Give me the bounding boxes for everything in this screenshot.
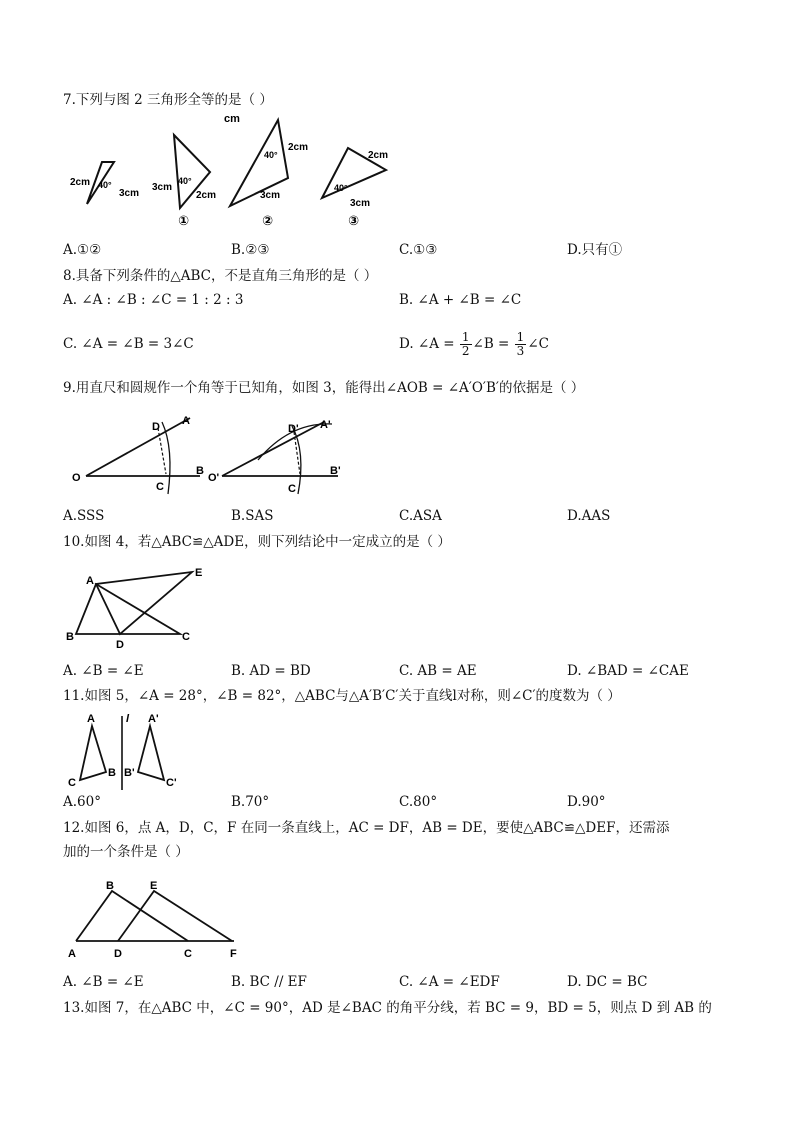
svg-text:②: ② (262, 213, 274, 228)
q8-stem: 8.具备下列条件的△ABC，不是直角三角形的是（ ） (63, 268, 378, 284)
svg-text:D': D' (288, 423, 299, 435)
svg-text:A: A (182, 415, 190, 427)
q12-figure (64, 875, 254, 965)
q7-cm-label: cm (224, 113, 240, 125)
svg-text:40°: 40° (98, 180, 112, 190)
svg-text:C: C (156, 481, 164, 493)
svg-text:2cm: 2cm (70, 177, 91, 188)
svg-text:③: ③ (348, 213, 360, 228)
svg-text:D: D (152, 421, 160, 433)
svg-text:B: B (106, 880, 114, 892)
q12-option-d[interactable]: D. DC = BC (567, 974, 648, 990)
svg-text:40°: 40° (334, 183, 348, 193)
svg-text:3cm: 3cm (260, 190, 281, 201)
svg-text:C: C (68, 777, 76, 789)
svg-text:C: C (288, 483, 296, 495)
q12-option-a[interactable]: A. ∠B = ∠E (63, 974, 144, 990)
q10-option-a[interactable]: A. ∠B = ∠E (63, 663, 144, 679)
q8-option-d[interactable]: D. ∠A = $\frac{1}{2}$ ∠B = $\frac{1}{3}$ ∠C (399, 330, 549, 358)
q7-option-a[interactable]: A.①② (63, 242, 102, 258)
q9-figure (70, 408, 370, 503)
svg-text:40°: 40° (264, 150, 278, 160)
q12-option-b[interactable]: B. BC // EF (231, 974, 307, 990)
q7-option-b[interactable]: B.②③ (231, 242, 270, 258)
q11-option-c[interactable]: C.80° (399, 794, 438, 810)
q10-figure (62, 560, 232, 650)
svg-text:3cm: 3cm (350, 198, 371, 209)
q8-frac-half: $\frac{1}{2}$ (461, 330, 470, 358)
q11-stem: 11.如图 5，∠A = 28°，∠B = 82°，△ABC与△A′B′C′关于直线l对称，则∠C′的度数为（ ） (63, 688, 621, 704)
svg-text:F: F (230, 948, 237, 960)
svg-text:A: A (87, 713, 95, 725)
q7-option-c[interactable]: C.①③ (399, 242, 438, 258)
q7-figure (60, 110, 420, 230)
svg-text:O': O' (208, 472, 220, 484)
q12-stem-line1: 12.如图 6，点 A，D，C，F 在同一条直线上，AC = DF，AB = DE，要使△ABC≌△DEF，还需添 (63, 820, 670, 836)
q12-stem-line2: 加的一个条件是（ ） (63, 844, 189, 860)
q8-option-b[interactable]: B. ∠A + ∠B = ∠C (399, 292, 522, 308)
svg-text:B: B (108, 767, 116, 779)
svg-text:40°: 40° (178, 176, 192, 186)
svg-text:E: E (195, 567, 203, 579)
svg-text:D: D (116, 639, 124, 651)
q7-stem: 7.下列与图 2 三角形全等的是（ ） (63, 92, 273, 108)
q7-option-d[interactable]: D.只有① (567, 242, 623, 258)
svg-text:B': B' (124, 767, 135, 779)
svg-text:D: D (114, 948, 122, 960)
q10-option-c[interactable]: C. AB = AE (399, 663, 477, 679)
q10-option-d[interactable]: D. ∠BAD = ∠CAE (567, 663, 689, 679)
svg-text:2cm: 2cm (368, 150, 389, 161)
svg-text:A': A' (320, 419, 331, 431)
q9-option-c[interactable]: C.ASA (399, 508, 442, 524)
svg-text:C: C (182, 631, 190, 643)
q8-option-a[interactable]: A. ∠A : ∠B : ∠C = 1 : 2 : 3 (63, 292, 244, 308)
svg-text:2cm: 2cm (196, 190, 217, 201)
svg-text:E: E (150, 880, 158, 892)
svg-text:B: B (66, 631, 74, 643)
svg-text:B: B (196, 465, 204, 477)
q10-option-b[interactable]: B. AD = BD (231, 663, 311, 679)
q9-option-b[interactable]: B.SAS (231, 508, 274, 524)
q10-stem: 10.如图 4，若△ABC≌△ADE，则下列结论中一定成立的是（ ） (63, 534, 451, 550)
q9-stem: 9.用直尺和圆规作一个角等于已知角，如图 3，能得出∠AOB = ∠A′O′B′的依据是（ ） (63, 380, 585, 396)
svg-text:2cm: 2cm (288, 142, 309, 153)
svg-text:A: A (86, 575, 94, 587)
q11-option-b[interactable]: B.70° (231, 794, 270, 810)
svg-text:①: ① (178, 213, 190, 228)
q11-option-a[interactable]: A.60° (63, 794, 101, 810)
q9-option-a[interactable]: A.SSS (63, 508, 105, 524)
svg-text:l: l (126, 713, 130, 725)
svg-text:O: O (72, 472, 81, 484)
svg-text:3cm: 3cm (152, 182, 173, 193)
svg-text:A: A (68, 948, 76, 960)
svg-text:3cm: 3cm (119, 188, 140, 199)
q8-option-c[interactable]: C. ∠A = ∠B = 3∠C (63, 336, 194, 352)
q9-option-d[interactable]: D.AAS (567, 508, 611, 524)
svg-text:B': B' (330, 465, 341, 477)
svg-text:C: C (184, 948, 192, 960)
svg-text:A': A' (148, 713, 159, 725)
svg-text:C': C' (166, 777, 177, 789)
q11-figure (62, 708, 192, 793)
q8-frac-third: $\frac{1}{3}$ (516, 330, 525, 358)
q13-stem: 13.如图 7，在△ABC 中，∠C = 90°，AD 是∠BAC 的角平分线，若 BC = 9，BD = 5，则点 D 到 AB 的 (63, 1000, 712, 1016)
q11-option-d[interactable]: D.90° (567, 794, 606, 810)
q12-option-c[interactable]: C. ∠A = ∠EDF (399, 974, 500, 990)
